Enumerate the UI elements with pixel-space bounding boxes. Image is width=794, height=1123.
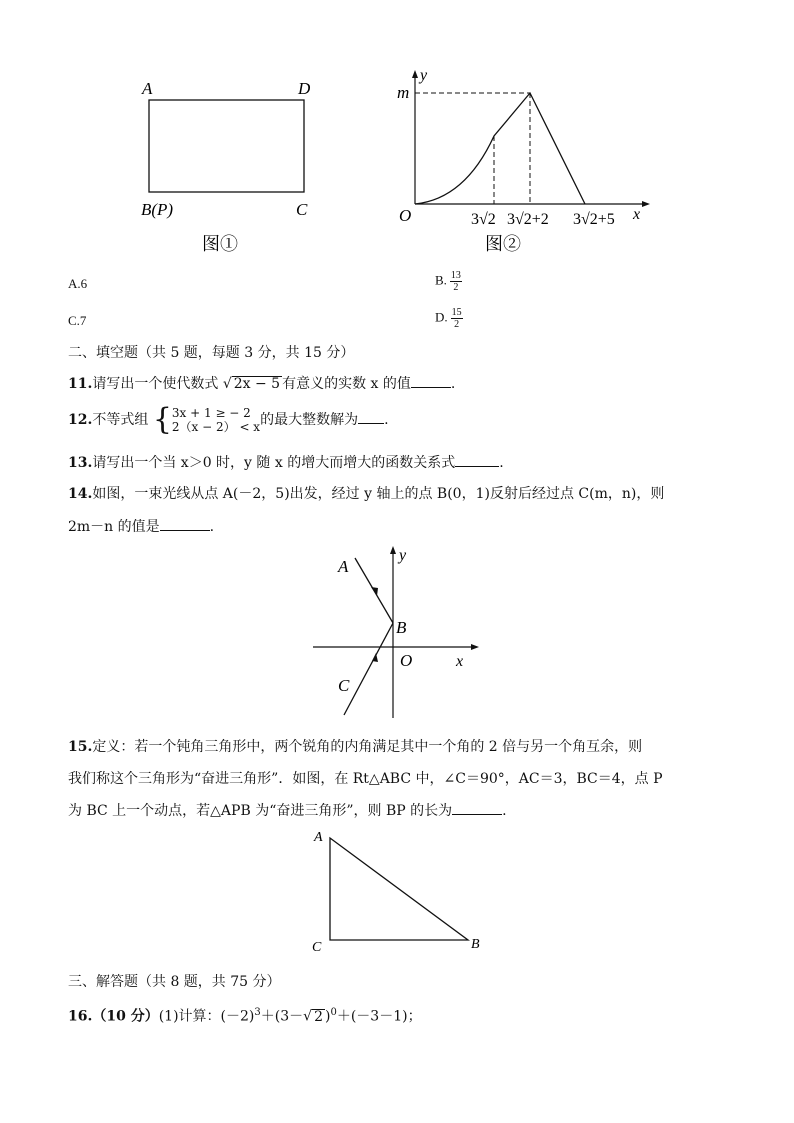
label-a: A	[314, 830, 323, 845]
label-x: x	[456, 653, 464, 670]
ray-ab-arrow	[371, 587, 378, 596]
q12-answer-blank[interactable]	[358, 409, 384, 424]
q12-brace: {	[152, 402, 172, 437]
rectangle-abcd	[149, 100, 304, 192]
section-2-heading: 二、填空题（共 5 题，每题 3 分，共 15 分）	[68, 345, 355, 361]
q11-answer-blank[interactable]	[411, 373, 451, 388]
question-11: 11.请写出一个使代数式 √ 2x − 5 有意义的实数 x 的值 .	[68, 373, 455, 394]
label-y: y	[420, 67, 428, 84]
label-c: C	[338, 676, 350, 695]
q11-number: 11.	[68, 376, 93, 392]
q13-end: .	[499, 455, 504, 471]
option-d-fraction	[451, 307, 463, 330]
figure-4	[305, 825, 495, 955]
q12-system	[172, 406, 260, 434]
question-15-line1	[68, 737, 642, 757]
q12-post: 的最大整数解为	[260, 412, 359, 428]
question-14-line1	[68, 484, 664, 504]
q12-number: 12.	[68, 412, 93, 428]
x-axis-arrow	[471, 644, 479, 650]
question-12	[68, 402, 389, 439]
q16-post: ＋(－3－1)；	[336, 1008, 422, 1025]
label-o: O	[400, 651, 413, 670]
q12-end: .	[384, 412, 389, 428]
q16-exp2: 0	[330, 1007, 337, 1018]
q11-post: 有意义的实数 x 的值	[282, 376, 411, 392]
option-a: A.6	[68, 276, 88, 291]
q16-exp1: 3	[254, 1007, 261, 1018]
option-d-num: 15	[451, 307, 462, 318]
question-13	[68, 452, 504, 473]
q16-mid2: )	[324, 1008, 331, 1025]
q16-pre: (1)计算：(－2)	[158, 1008, 255, 1025]
tick-2: 3√2+2	[507, 211, 549, 228]
option-c: C.7	[68, 313, 87, 328]
q13-answer-blank[interactable]	[455, 452, 499, 467]
label-a: A	[338, 557, 349, 576]
q14-line2: 2m－n 的值是	[68, 519, 160, 535]
figure-2-caption: 图②	[485, 234, 521, 254]
y-axis-arrow	[390, 546, 396, 554]
figure-1-caption: 图①	[202, 234, 238, 254]
label-a: A	[142, 79, 153, 98]
option-d-den: 2	[454, 319, 460, 330]
q16-radicand: 2	[314, 1008, 323, 1025]
ray-bc	[344, 623, 393, 715]
graph-curve	[415, 93, 585, 204]
q11-pre: 请写出一个使代数式	[92, 376, 223, 392]
label-o: O	[399, 206, 412, 225]
tick-1: 3√2	[471, 211, 496, 228]
option-b	[435, 270, 462, 293]
tick-3: 3√2+5	[573, 211, 615, 228]
y-axis-arrow	[412, 70, 418, 78]
q11-end: .	[450, 376, 456, 392]
section-3-heading: 三、解答题（共 8 题，共 75 分）	[68, 974, 281, 990]
label-c: C	[312, 940, 322, 955]
label-b: B	[471, 937, 480, 952]
label-c: C	[296, 200, 308, 219]
label-y: y	[399, 547, 407, 564]
q16-mid1: ＋(3－	[260, 1008, 304, 1025]
option-d	[435, 307, 463, 330]
option-b-den: 2	[453, 282, 459, 293]
option-b-num: 13	[450, 270, 461, 281]
q13-text: 请写出一个当 x＞0 时，y 随 x 的增大而增大的函数关系式	[92, 455, 456, 471]
option-b-fraction	[450, 270, 462, 293]
q14-answer-blank[interactable]	[160, 516, 210, 531]
q15-answer-blank[interactable]	[452, 800, 502, 815]
x-axis-arrow	[642, 201, 650, 207]
q15-line1: 定义：若一个钝角三角形中，两个锐角的内角满足其中一个角的 2 倍与另一个角互余，则	[92, 739, 643, 755]
question-15-line2	[68, 769, 663, 789]
q12-line2: 2（x − 2） < x	[171, 420, 261, 434]
q14-number: 14.	[68, 486, 93, 502]
ray-bc-arrow	[372, 653, 378, 662]
figure-3	[305, 540, 485, 720]
question-16: 16.（10 分）(1)计算：$(-2)^3+(3-√$ 2 )$^0$＋(－3－1)；	[68, 1007, 422, 1025]
figure-2	[395, 64, 655, 259]
figure-1	[130, 74, 330, 259]
q15-end: .	[502, 803, 507, 819]
option-d-prefix: D.	[435, 309, 448, 325]
option-b-prefix: B.	[435, 272, 447, 288]
question-15-line3	[68, 800, 507, 821]
q15-number: 15.	[68, 739, 93, 755]
label-b: B	[396, 618, 407, 637]
q11-radicand: 2x − 5	[233, 376, 281, 392]
label-m: m	[397, 83, 410, 102]
q12-pre: 不等式组	[92, 412, 153, 428]
label-bp: B(P)	[141, 200, 174, 219]
q14-line1: 如图，一束光线从点 A(－2，5)出发，经过 y 轴上的点 B(0，1)反射后经过点 C(m，n)，则	[92, 486, 665, 502]
q12-line1: 3x + 1 ≥ − 2	[171, 406, 251, 420]
q13-number: 13.	[68, 455, 93, 471]
label-d: D	[298, 79, 311, 98]
q14-end: .	[209, 519, 215, 535]
label-x: x	[633, 206, 641, 223]
triangle-abc	[330, 838, 468, 940]
question-14-line2	[68, 516, 214, 537]
q15-line2: 我们称这个三角形为“奋进三角形”．如图，在 Rt△ABC 中，∠C＝90°，AC＝3，BC＝4，点 P	[68, 771, 663, 787]
q16-number: 16.（10 分）	[68, 1008, 159, 1025]
q15-line3: 为 BC 上一个动点，若△APB 为“奋进三角形”，则 BP 的长为	[68, 803, 453, 819]
